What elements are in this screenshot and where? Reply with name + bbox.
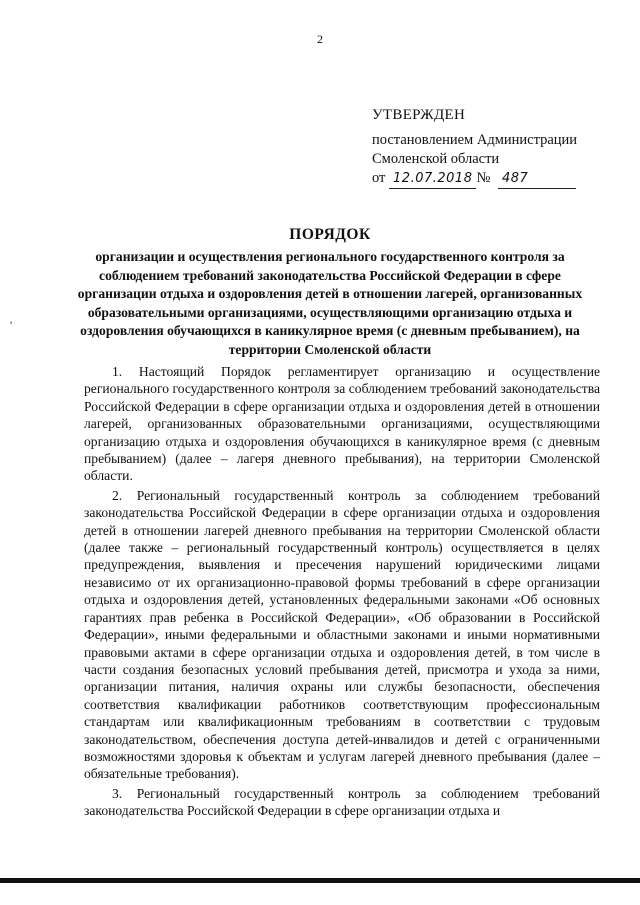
page-number: 2 — [317, 32, 323, 46]
paragraph-2: 2. Региональный государственный контроль за соблюдением требований законодательства Российской Федерации в сфере организации отдыха и оздоровления детей в отношении лагерей дневного пребывания на территории Смоленской области (далее также – региональный государственный контроль) осуществляется в целях предупреждения, выявления и пресечения нарушений юридическими лицами независимо от их организационно-правовой формы требований в сфере организации отдыха и оздоровления детей, установленных федеральными законами «Об основных гарантиях прав ребенка в Российской Федерации», «Об образовании в Российской Федерации», иными федеральными и областными законами и иными нормативными правовыми актами в сфере организации отдыха и оздоровления детей, в том числе в части создания безопасных условий пребывания детей, присмотра и ухода за ними, организации питания, наличия охраны или службы безопасности, обеспечения соответствия квалификации работников соответствующим профессиональным стандартам или квалификационным требованиям в соответствии с трудовым законодательством, обеспечения доступа детей-инвалидов и детей с ограниченными возможностями здоровья к объектам и услугам лагерей дневного пребывания (далее – обязательные требования). — [84, 487, 600, 782]
approval-number: 487 — [498, 169, 576, 189]
margin-mark: ' — [10, 318, 13, 332]
approval-number-sign: № — [476, 170, 491, 186]
approval-stamp — [372, 106, 622, 189]
document-body — [84, 363, 600, 820]
approval-prefix: от — [372, 170, 386, 186]
scan-edge-bar — [0, 878, 640, 883]
document-subtitle: организации и осуществления регионального государственного контроля за соблюдением требований законодательства Российской Федерации в сфере организации отдыха и оздоровления детей в отношении лагерей, организованных образовательными организациями, осуществляющими организацию отдыха и оздоровления обучающихся в каникулярное время (с дневным пребыванием), на территории Смоленской области — [77, 249, 583, 357]
document-heading — [60, 226, 600, 360]
approval-date: 12.07.2018 — [389, 169, 476, 189]
paragraph-1: 1. Настоящий Порядок регламентирует организацию и осуществление регионального государственного контроля за соблюдением требований законодательства Российской Федерации в сфере организации отдыха и оздоровления детей в отношении лагерей, организованных образовательными организациями, осуществляющими организацию отдыха и оздоровления обучающихся в каникулярное время (с дневным пребыванием) (далее – лагеря дневного пребывания), на территории Смоленской области. — [84, 364, 600, 484]
approval-title: УТВЕРЖДЕН — [372, 107, 466, 123]
paragraph-3: 3. Региональный государственный контроль за соблюдением требований законодательства Российской Федерации в сфере организации отдыха и — [84, 785, 600, 819]
approval-line-1: постановлением Администрации — [372, 132, 578, 148]
document-title: ПОРЯДОК — [289, 226, 371, 243]
approval-date-line — [372, 169, 622, 189]
approval-line-2: Смоленской области — [372, 151, 500, 167]
